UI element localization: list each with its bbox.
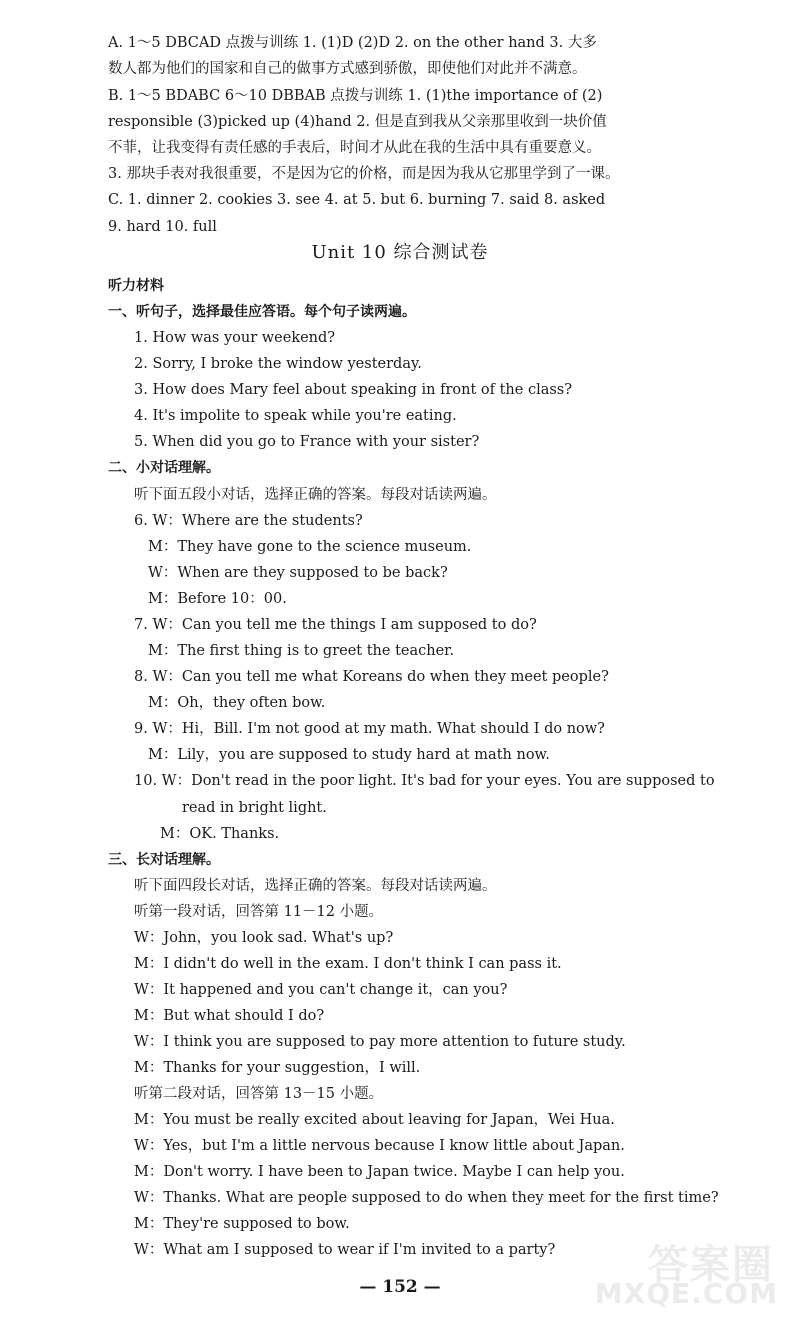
dialogue-line: M：The first thing is to greet the teacher. [148,643,455,659]
dialogue-line: W：When are they supposed to be back? [148,565,448,581]
listening-sentence: 5. When did you go to France with your sister? [134,434,480,450]
answer-line: 不菲，让我变得有责任感的手表后，时间才从此在我的生活中具有重要意义。 [108,140,601,156]
answer-line: A. 1～5 DBCAD 点拨与训练 1. (1)D (2)D 2. on the other hand 3. 大多 [108,35,597,51]
watermark-logo [594,1233,782,1313]
dialogue-line: 8. W：Can you tell me what Koreans do when they meet people? [134,669,609,685]
dialogue-line: 9. W：Hi，Bill. I'm not good at my math. What should I do now? [134,721,605,737]
dialogue-line: M：Don't worry. I have been to Japan twice. Maybe I can help you. [134,1164,625,1180]
dialogue-line: W：John，you look sad. What's up? [134,930,394,946]
dialogue-line: M：They're supposed to bow. [134,1216,350,1232]
answer-line: responsible (3)picked up (4)hand 2. 但是直到我从父亲那里收到一块价值 [108,114,607,130]
part-intro: 听第一段对话，回答第 11－12 小题。 [134,904,384,920]
dialogue-line: M：Lily，you are supposed to study hard at math now. [148,747,550,763]
dialogue-line: W：Yes，but I'm a little nervous because I know little about Japan. [134,1138,625,1154]
answer-line: 数人都为他们的国家和自己的做事方式感到骄傲，即使他们对此并不满意。 [108,61,587,77]
watermark-text: 答案圈 [648,1242,774,1288]
dialogue-line: W：It happened and you can't change it，can you? [134,982,508,998]
dialogue-line: 6. W：Where are the students? [134,513,363,529]
part-heading: 一、听句子，选择最佳应答语。每个句子读两遍。 [108,304,416,320]
dialogue-line: read in bright light. [182,800,327,816]
listening-sentence: 3. How does Mary feel about speaking in front of the class? [134,382,573,398]
answer-line: 3. 那块手表对我很重要，不是因为它的价格，而是因为我从它那里学到了一课。 [108,166,620,182]
listening-sentence: 2. Sorry, I broke the window yesterday. [134,356,422,372]
dialogue-line: M：OK. Thanks. [160,826,280,842]
part-intro: 听下面五段小对话，选择正确的答案。每段对话读两遍。 [134,487,497,503]
dialogue-line: M：I didn't do well in the exam. I don't think I can pass it. [134,956,562,972]
dialogue-line: 7. W：Can you tell me the things I am supposed to do? [134,617,537,633]
dialogue-line: M：You must be really excited about leaving for Japan，Wei Hua. [134,1112,615,1128]
answer-line: 9. hard 10. full [108,219,217,235]
dialogue-line: M：They have gone to the science museum. [148,539,472,555]
dialogue-line: M：Thanks for your suggestion，I will. [134,1060,421,1076]
dialogue-line: M：Oh，they often bow. [148,695,326,711]
dialogue-line: W：I think you are supposed to pay more attention to future study. [134,1034,626,1050]
part-intro: 听下面四段长对话，选择正确的答案。每段对话读两遍。 [134,878,497,894]
section-label: 听力材料 [108,278,164,294]
dialogue-line: 10. W：Don't read in the poor light. It's bad for your eyes. You are supposed to [134,773,715,789]
page-title: Unit 10 综合测试卷 [311,242,489,263]
listening-sentence: 1. How was your weekend? [134,330,336,346]
page-number: — 152 — [359,1277,441,1297]
part-intro: 听第二段对话，回答第 13－15 小题。 [134,1086,384,1102]
dialogue-line: W：What am I supposed to wear if I'm invited to a party? [134,1242,556,1258]
dialogue-line: M：But what should I do? [134,1008,325,1024]
dialogue-line: W：Thanks. What are people supposed to do when they meet for the first time? [134,1190,719,1206]
listening-sentence: 4. It's impolite to speak while you're eating. [134,408,457,424]
dialogue-line: M：Before 10：00. [148,591,287,607]
answer-line: C. 1. dinner 2. cookies 3. see 4. at 5. but 6. burning 7. said 8. asked [108,192,606,208]
answer-line: B. 1～5 BDABC 6～10 DBBAB 点拨与训练 1. (1)the importance of (2) [108,88,603,104]
part-heading: 三、长对话理解。 [108,852,220,868]
watermark-url: MXQE.COM [594,1277,778,1310]
part-heading: 二、小对话理解。 [108,460,220,476]
